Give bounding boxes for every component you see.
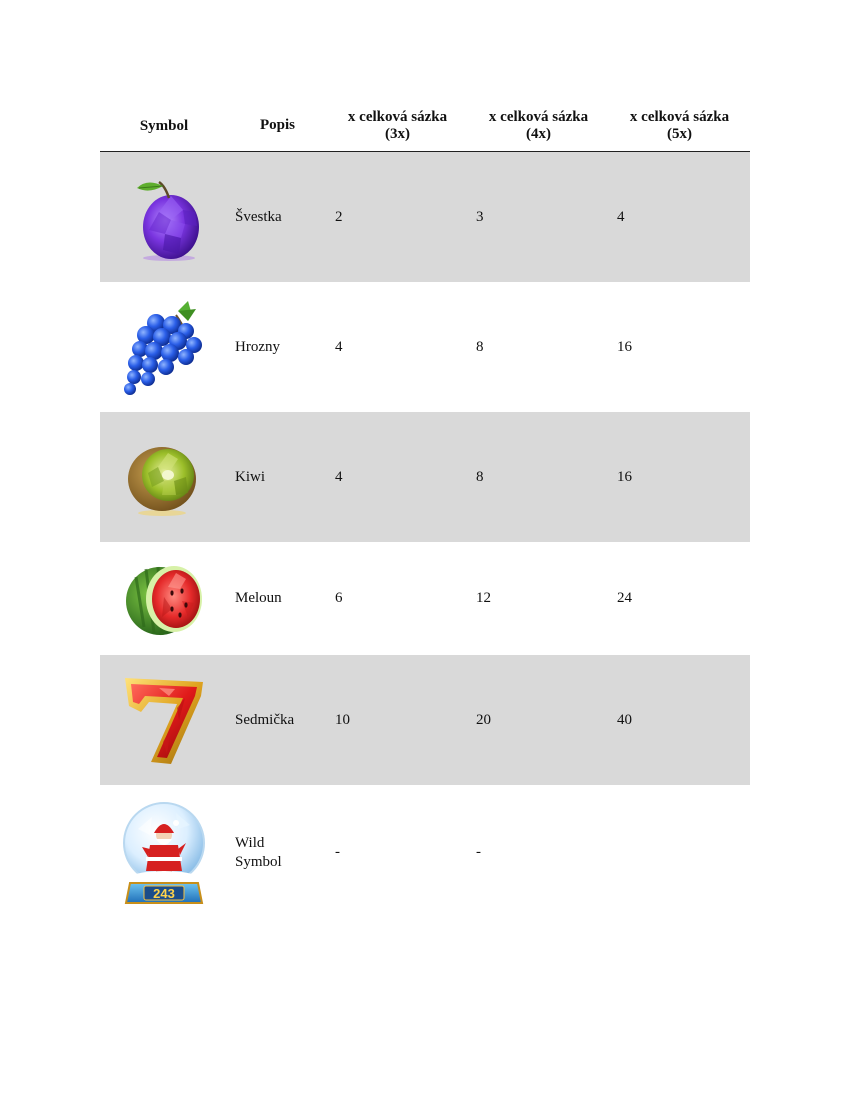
header-5x-line2: (5x) bbox=[666, 125, 692, 142]
symbol-cell bbox=[100, 557, 228, 641]
header-popis: Popis bbox=[228, 100, 327, 152]
payout-3x: 6 bbox=[335, 590, 343, 606]
symbol-name-line2: Symbol bbox=[235, 853, 282, 870]
header-symbol: Symbol bbox=[100, 100, 228, 152]
header-4x bbox=[468, 100, 609, 152]
payout-5x: 16 bbox=[617, 338, 632, 355]
payout-3x: 2 bbox=[335, 208, 343, 225]
payout-3x: 10 bbox=[335, 711, 350, 728]
payout-4x: - bbox=[476, 844, 481, 860]
symbol-cell bbox=[100, 672, 228, 768]
symbol-name: Kiwi bbox=[235, 468, 265, 485]
symbol-cell bbox=[100, 799, 228, 907]
header-4x-line1: x celková sázka bbox=[488, 108, 589, 125]
header-5x-line1: x celková sázka bbox=[629, 108, 730, 125]
seven-icon bbox=[119, 672, 209, 768]
watermelon-icon bbox=[122, 557, 206, 641]
table-row bbox=[100, 412, 750, 542]
table-row bbox=[100, 655, 750, 785]
grapes-icon bbox=[116, 297, 212, 397]
symbol-name-line1: Wild bbox=[235, 834, 265, 851]
symbol-cell bbox=[100, 437, 228, 517]
header-4x-line2: (4x) bbox=[525, 125, 551, 142]
symbol-cell bbox=[100, 297, 228, 397]
snow-globe-wild-icon bbox=[118, 799, 210, 907]
header-3x bbox=[327, 100, 468, 152]
payout-3x: 4 bbox=[335, 338, 343, 355]
payout-5x: 16 bbox=[617, 468, 632, 485]
header-5x bbox=[609, 100, 750, 152]
payout-4x: 8 bbox=[476, 468, 484, 485]
payout-4x: 3 bbox=[476, 208, 484, 225]
symbol-name bbox=[228, 834, 327, 872]
table-row bbox=[100, 785, 750, 920]
wild-badge-text: 243 bbox=[153, 885, 175, 901]
symbol-name: Švestka bbox=[235, 208, 282, 225]
payout-3x: 4 bbox=[335, 468, 343, 485]
table-row bbox=[100, 282, 750, 412]
paytable-header bbox=[100, 100, 750, 152]
symbol-name: Meloun bbox=[235, 590, 282, 606]
kiwi-icon bbox=[124, 437, 204, 517]
table-row bbox=[100, 542, 750, 655]
payout-5x: 4 bbox=[617, 208, 625, 225]
payout-5x: 40 bbox=[617, 711, 632, 728]
header-3x-line2: (3x) bbox=[384, 125, 410, 142]
payout-4x: 20 bbox=[476, 711, 491, 728]
payout-4x: 8 bbox=[476, 338, 484, 355]
payout-4x: 12 bbox=[476, 590, 491, 606]
header-3x-line1: x celková sázka bbox=[347, 108, 448, 125]
symbol-name: Hrozny bbox=[235, 338, 280, 355]
payout-3x: - bbox=[335, 844, 340, 860]
paytable bbox=[100, 100, 750, 920]
table-row bbox=[100, 152, 750, 282]
payout-5x: 24 bbox=[617, 590, 632, 606]
plum-icon bbox=[119, 172, 209, 262]
symbol-name: Sedmička bbox=[235, 711, 295, 728]
symbol-cell bbox=[100, 172, 228, 262]
